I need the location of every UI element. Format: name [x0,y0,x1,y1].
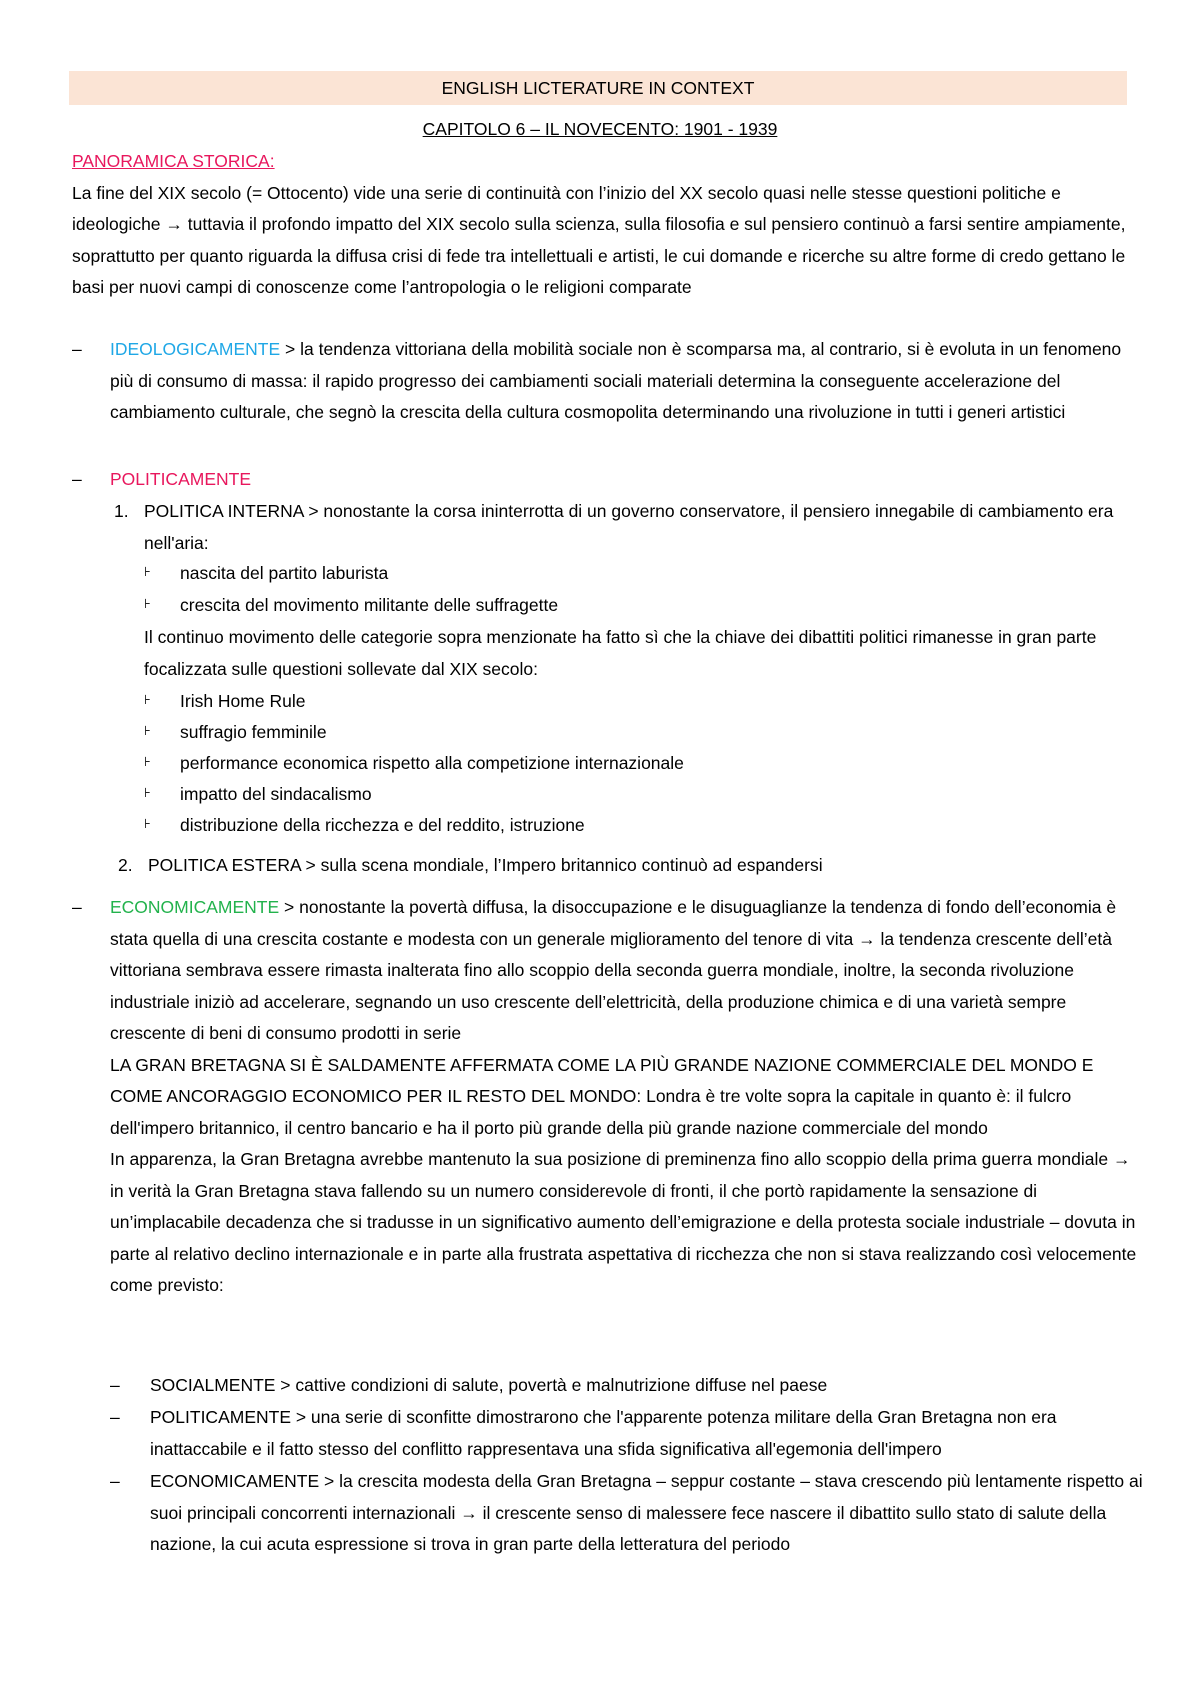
chapter-title: CAPITOLO 6 – IL NOVECENTO: 1901 - 1939 [422,119,778,139]
dash-marker: – [110,1407,120,1427]
bullet-icon: ⊦ [144,785,151,800]
bullet-icon: ⊦ [144,754,151,769]
keyword-ideologicamente: IDEOLOGICAMENTE [110,339,281,359]
list-item: ⊦ impatto del sindacalismo [144,779,1124,811]
keyword-economicamente: ECONOMICAMENTE [110,897,280,917]
keyword-politicamente: POLITICAMENTE [110,469,251,489]
politica-estera-text: POLITICA ESTERA > sulla scena mondiale, l’Impero britannico continuò ad espandersi [148,855,823,875]
section-heading: PANORAMICA STORICA: [72,151,275,171]
ideologicamente-text: > la tendenza vittoriana della mobilità sociale non è scomparsa ma, al contrario, si è evoluta in un fenomeno più di consumo di massa: il rapido progresso dei cambiamenti sociali materiali determina la conseguente accelerazione del cambiamento culturale, che segnò la crescita della cultura cosmopolita determinando una rivoluzione in tutti i generi artistici [110,339,1122,422]
dash-marker: – [72,897,82,917]
economicamente-paragraph-2: LA GRAN BRETAGNA SI È SALDAMENTE AFFERMATA COME LA PIÙ GRANDE NAZIONE COMMERCIALE DEL MONDO E COME ANCORAGGIO ECONOMICO PER IL RESTO DEL MONDO: Londra è tre volte sopra la capitale in quanto è: il fulcro dell'impero britannico, il centro bancario e ha il porto più grande della più grande nazione commerciale del mondo [110,1054,1094,1138]
list-item: ⊦ distribuzione della ricchezza e del reddito, istruzione [144,810,1124,842]
dash-marker: – [72,339,82,359]
list-item: – POLITICAMENTE > una serie di sconfitte dimostrarono che l'apparente potenza militare della Gran Bretagna non era inattaccabile e il fatto stesso del conflitto rappresentava una sfida significativa all'egemonia dell'impero [110,1402,1150,1465]
politica-interna-text: POLITICA INTERNA > nonostante la corsa ininterrotta di un governo conservatore, il pensiero innegabile di cambiamento era nell'aria: [144,501,1114,553]
bullet-icon: ⊦ [144,596,151,611]
ideologicamente-item [72,334,1142,429]
politica-interna-item [114,496,1124,559]
politica-estera-item [118,850,1128,882]
list-item: ⊦ nascita del partito laburista [144,558,1124,590]
panoramica-text: La fine del XIX secolo (= Ottocento) vide una serie di continuità con l’inizio del XX secolo quasi nelle stesse questioni politiche e ideologiche → tuttavia il profondo impatto del XIX secolo sulla scienza, sulla filosofia e sul pensiero continuò a farsi sentire ampiamente, soprattutto per quanto riguarda la diffusa crisi di fede tra intellettuali e artisti, le cui domande e ricerche su altre forme di credo gettano le basi per nuovi campi di conoscenze come l’antropologia o le religioni comparate [72,182,1126,297]
list-number: 2. [118,855,133,875]
economicamente-paragraph-3: In apparenza, la Gran Bretagna avrebbe mantenuto la sua posizione di preminenza fino allo scoppio della prima guerra mondiale → in verità la Gran Bretagna stava fallendo su un numero considerevole di fronti, il che portò rapidamente la sensazione di un’implacabile decadenza che si tradusse in un significativo aumento dell’emigrazione e della protesta sociale industriale – dovuta in parte al relativo declino internazionale e in parte alla frustrata aspettativa di ricchezza che non si stava realizzando così velocemente come previsto: [110,1149,1137,1295]
dash-marker: – [72,469,82,489]
politicamente-item [72,464,1142,496]
panoramica-section [72,146,1132,304]
list-item: ⊦ performance economica rispetto alla competizione internazionale [144,748,1124,780]
course-title-banner [69,71,1127,105]
bullet-icon: ⊦ [144,816,151,831]
bullet-icon: ⊦ [144,564,151,579]
list-number: 1. [114,501,129,521]
course-title: ENGLISH LICTERATURE IN CONTEXT [441,78,755,98]
bullet-icon: ⊦ [144,723,151,738]
economicamente-item [72,892,1142,1302]
bullet-icon: ⊦ [144,692,151,707]
list-item: – ECONOMICAMENTE > la crescita modesta della Gran Bretagna – seppur costante – stava crescendo più lentamente rispetto ai suoi principali concorrenti internazionali → il crescente senso di malessere fece nascere il dibattito sullo stato di salute della nazione, la cui acuta espressione si trova in gran parte della letteratura del periodo [110,1466,1150,1561]
politica-interna-continuation: Il continuo movimento delle categorie sopra menzionate ha fatto sì che la chiave dei dibattiti politici rimanesse in gran parte focalizzata sulle questioni sollevate dal XIX secolo: [144,627,1097,679]
list-item: ⊦ suffragio femminile [144,717,1124,749]
dash-marker: – [110,1375,120,1395]
list-item: ⊦ crescita del movimento militante delle suffragette [144,590,1124,622]
list-item: ⊦ Irish Home Rule [144,686,1124,718]
dash-marker: – [110,1471,120,1491]
list-item: – SOCIALMENTE > cattive condizioni di salute, povertà e malnutrizione diffuse nel paese [110,1370,1150,1402]
economicamente-text: > nonostante la povertà diffusa, la disoccupazione e le disuguaglianze la tendenza di fondo dell’economia è stata quella di una crescita costante e modesta con un generale miglioramento del tenore di vita → la tendenza crescente dell’età vittoriana sembrava essere rimasta inalterata fino allo scoppio della seconda guerra mondiale, inoltre, la seconda rivoluzione industriale iniziò ad accelerare, segnando un uso crescente dell’elettricità, della produzione chimica e di una varietà sempre crescente di beni di consumo prodotti in serie [110,897,1117,1043]
